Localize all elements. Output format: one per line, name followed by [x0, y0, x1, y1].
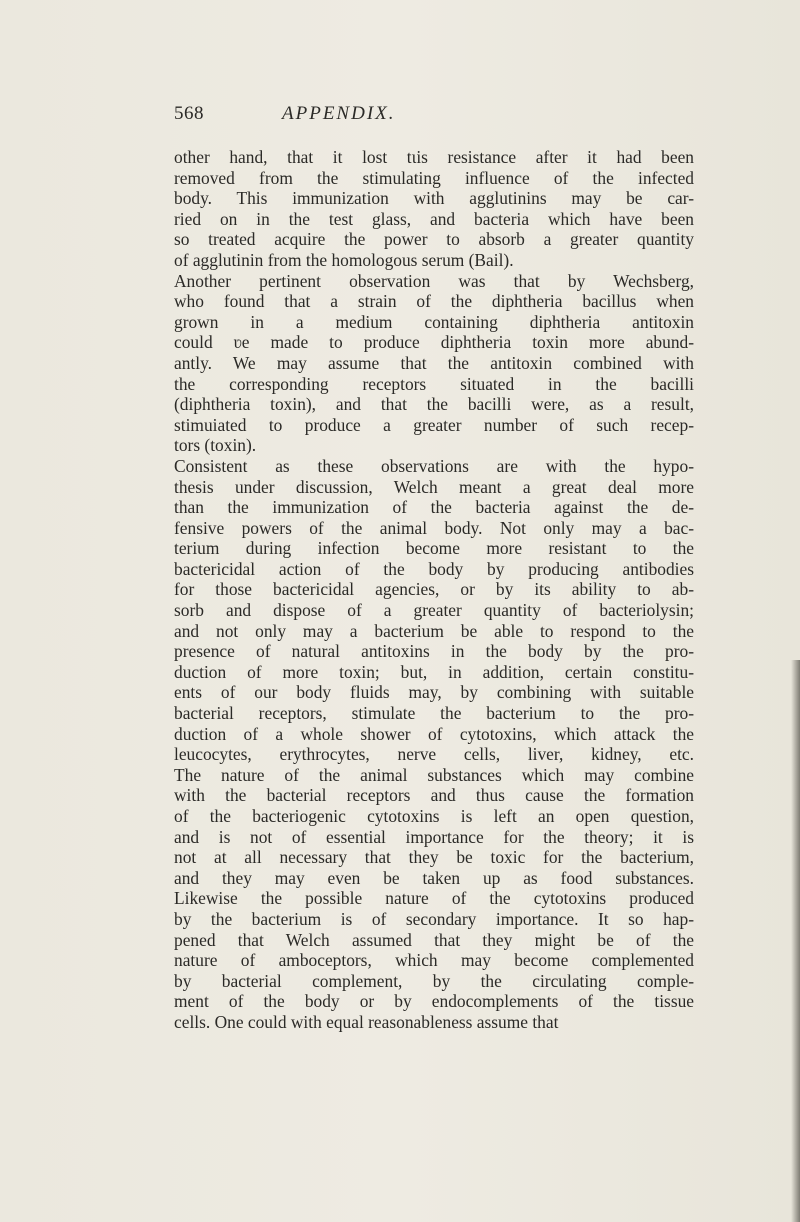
text-line: duction of a whole shower of cytotoxins, which attack the	[174, 723, 694, 744]
page-edge-shadow	[791, 660, 800, 1222]
text-line: leucocytes, erythrocytes, nerve cells, liver, kidney, etc.	[174, 744, 694, 765]
text-line: fensive powers of the animal body. Not only may a bac-	[174, 517, 694, 538]
text-line: cells. One could with equal reasonableness assume that	[174, 1011, 559, 1032]
text-line: not at all necessary that they be toxic for the bacterium,	[174, 847, 694, 868]
text-line: could ʋe made to produce diphtheria toxin more abund-	[174, 332, 694, 353]
text-line: Another pertinent observation was that by Wechsberg,	[174, 270, 694, 291]
text-line: of agglutinin from the homologous serum (Bail).	[174, 249, 514, 270]
text-line: Consistent as these observations are with the hypo-	[174, 455, 694, 476]
text-line: than the immunization of the bacteria against the de-	[174, 497, 694, 518]
text-line: so treated acquire the power to absorb a greater quantity	[174, 229, 694, 250]
text-line: thesis under discussion, Welch meant a great deal more	[174, 476, 694, 497]
page-header	[174, 103, 694, 129]
text-line: duction of more toxin; but, in addition, certain constitu-	[174, 661, 694, 682]
text-line: of the bacteriogenic cytotoxins is left an open question,	[174, 806, 694, 826]
text-line: sorb and dispose of a greater quantity of bacteriolysin;	[174, 600, 694, 621]
text-line: Likewise the possible nature of the cytotoxins produced	[174, 888, 694, 909]
text-line: who found that a strain of the diphtheria bacillus when	[174, 291, 694, 312]
text-line: body. This immunization with agglutinins may be car-	[174, 188, 694, 209]
text-line: terium during infection become more resistant to the	[174, 538, 694, 559]
text-line: and not only may a bacterium be able to respond to the	[174, 620, 694, 641]
text-line: by bacterial complement, by the circulating comple-	[174, 970, 694, 991]
text-line: removed from the stimulating influence of the infected	[174, 167, 694, 188]
text-line: presence of natural antitoxins in the body by the pro-	[174, 641, 694, 662]
text-line: tors (toxin).	[174, 435, 257, 456]
text-line: ents of our body fluids may, by combining with suitable	[174, 682, 694, 703]
body-text	[174, 147, 694, 1032]
text-line: for those bactericidal agencies, or by its ability to ab-	[174, 579, 694, 600]
text-line: grown in a medium containing diphtheria antitoxin	[174, 311, 694, 332]
text-line: with the bacterial receptors and thus cause the formation	[174, 785, 694, 806]
text-line: (diphtheria toxin), and that the bacilli were, as a result,	[174, 394, 694, 415]
text-line: stimuiated to produce a greater number of such recep-	[174, 414, 694, 435]
text-line: ment of the body or by endocomplements of the tissue	[174, 991, 694, 1012]
text-line: The nature of the animal substances which may combine	[174, 764, 694, 785]
text-line: the corresponding receptors situated in the bacilli	[174, 373, 694, 394]
text-line: antly. We may assume that the antitoxin combined with	[174, 352, 694, 373]
running-head: APPENDIX.	[282, 103, 396, 124]
page-number: 568	[174, 103, 204, 124]
text-line: bactericidal action of the body by producing antibodies	[174, 558, 694, 579]
text-line: by the bacterium is of secondary importance. It so hap-	[174, 908, 694, 929]
text-line: and is not of essential importance for the theory; it is	[174, 826, 694, 847]
text-line: bacterial receptors, stimulate the bacterium to the pro-	[174, 703, 694, 724]
text-line: other hand, that it lost tιis resistance after it had been	[174, 147, 694, 167]
text-line: and they may even be taken up as food substances.	[174, 867, 694, 888]
text-line: pened that Welch assumed that they might be of the	[174, 929, 694, 950]
text-line: ried on in the test glass, and bacteria which have been	[174, 208, 694, 229]
text-line: nature of amboceptors, which may become complemented	[174, 950, 694, 971]
